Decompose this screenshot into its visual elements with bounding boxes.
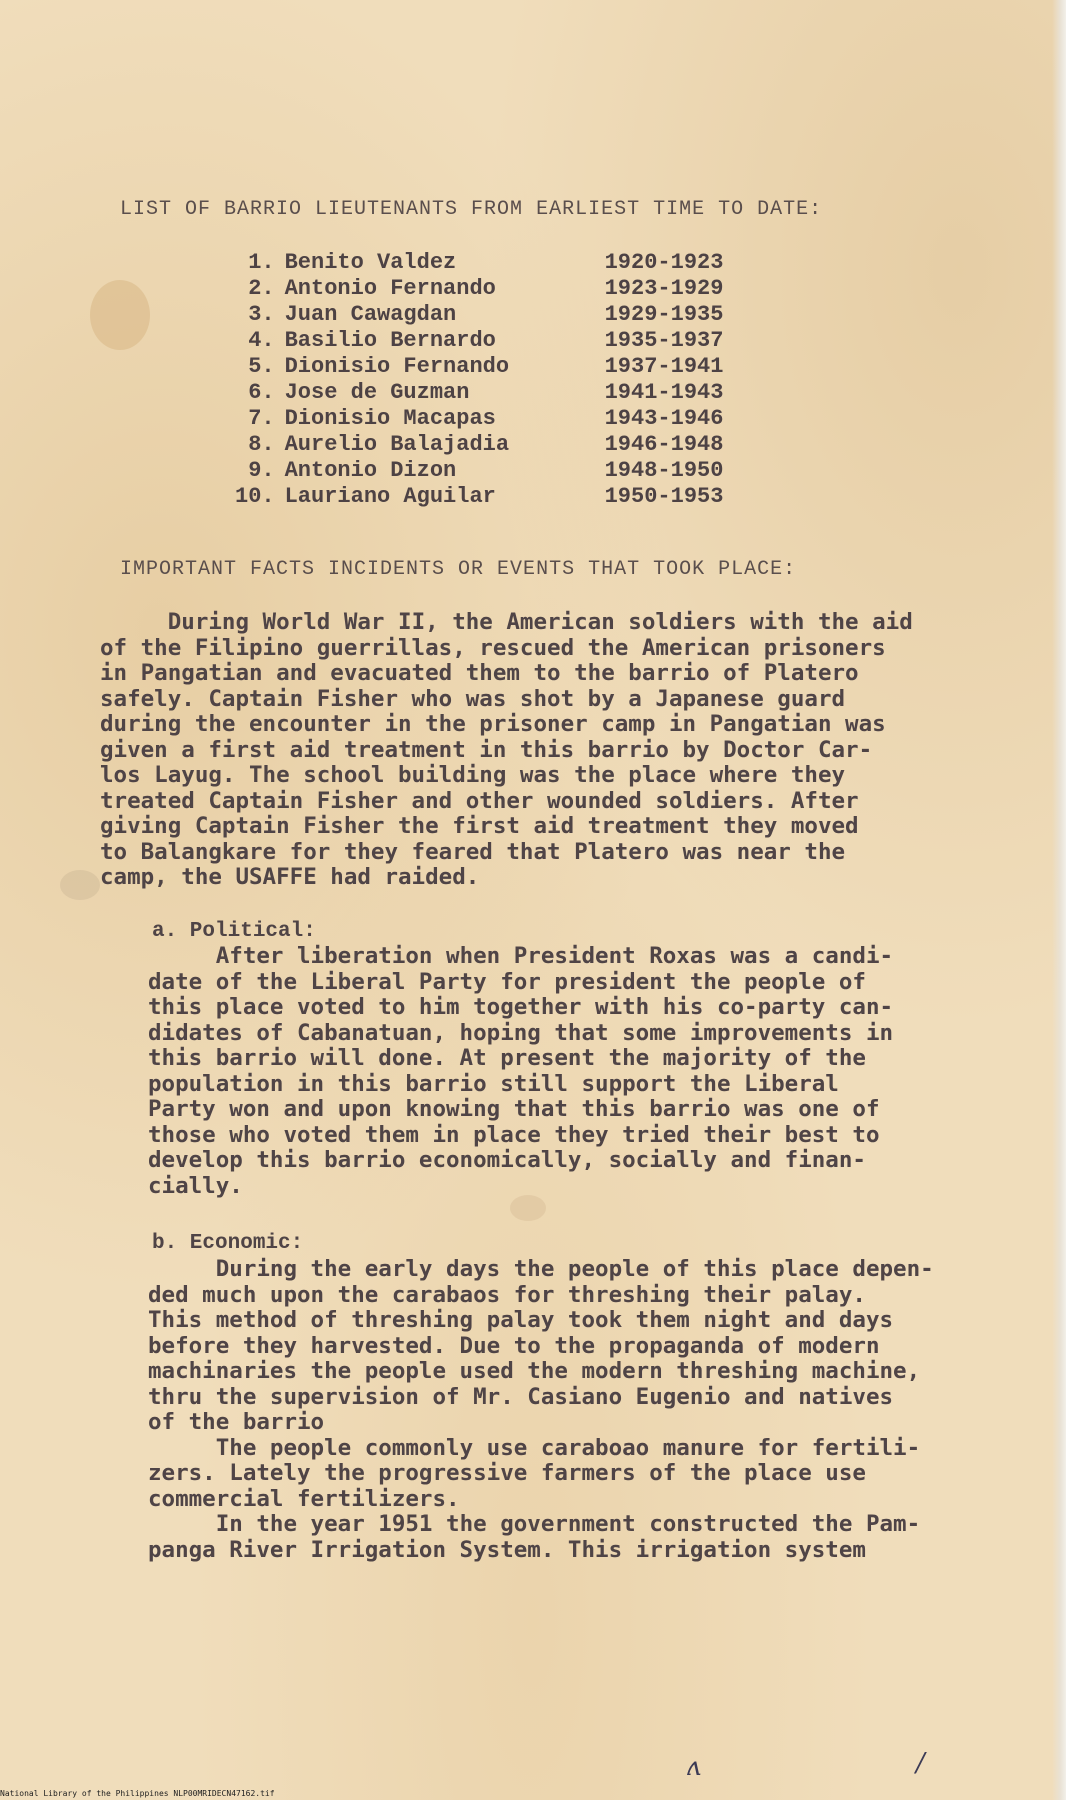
lieutenant-name: Dionisio Fernando [284, 354, 510, 379]
term-years: 1950-1953 [604, 484, 724, 509]
lieutenant-name: Aurelio Balajadia [284, 432, 510, 457]
row-number: 9. [248, 458, 275, 483]
term-years: 1941-1943 [604, 380, 724, 405]
political-heading: a. Political: [152, 920, 316, 943]
facts-heading: IMPORTANT FACTS INCIDENTS OR EVENTS THAT TOOK PLACE: [120, 558, 797, 581]
lieutenant-name: Basilio Bernardo [284, 328, 496, 353]
economic-paragraph: During the early days the people of this place depen- ded much upon the carabaos for threshing their palay. This method of threshing palay took them night and days before they harvested. Due to the propaganda of modern machinaries the people used the modern threshing machine, thru the supervision of Mr. Casiano Eugenio and natives of the barrio The people commonly use caraboao manure for fertili- zers. Lately the progressive farmers of the place use commercial fertilizers. In the year 1951 the government constructed the Pam- panga River Irrigation System. This irrigation system [148, 1256, 934, 1563]
lieutenant-name: Jose de Guzman [284, 380, 470, 405]
term-years: 1943-1946 [604, 406, 724, 431]
paper-stain [90, 280, 150, 350]
lieutenant-name: Dionisio Macapas [284, 406, 496, 431]
row-number: 2. [248, 276, 275, 301]
economic-heading: b. Economic: [152, 1232, 304, 1255]
political-paragraph: After liberation when President Roxas was a candi- date of the Liberal Party for president the people of this place voted to him together with his co-party can- didates of Cabanatuan, hoping that some improvements in this barrio will done. At present the majority of the population in this barrio still support the Liberal Party won and upon knowing that this barrio was one of those who voted them in place they tried their best to develop this barrio economically, socially and finan- cially. [148, 943, 894, 1199]
row-number: 1. [248, 250, 275, 275]
table-row [235, 302, 765, 328]
term-years: 1946-1948 [604, 432, 724, 457]
row-number: 10. [235, 484, 275, 509]
row-number: 8. [248, 432, 275, 457]
handwritten-mark: / [916, 1748, 925, 1778]
table-row [235, 484, 765, 510]
term-years: 1935-1937 [604, 328, 724, 353]
table-row [235, 354, 765, 380]
table-row [235, 276, 765, 302]
lieutenant-name: Antonio Fernando [284, 276, 496, 301]
scan-edge [1052, 0, 1066, 1800]
handwritten-mark: ʌ [686, 1752, 701, 1782]
term-years: 1937-1941 [604, 354, 724, 379]
table-row [235, 406, 765, 432]
paper-stain [60, 870, 100, 900]
lieutenant-name: Benito Valdez [284, 250, 457, 275]
lieutenant-name: Juan Cawagdan [284, 302, 457, 327]
archive-footer: National Library of the Philippines NLP00MRIDECN47162.tif [0, 1789, 275, 1798]
lieutenant-name: Lauriano Aguilar [284, 484, 496, 509]
row-number: 7. [248, 406, 275, 431]
lieutenant-name: Antonio Dizon [284, 458, 457, 483]
term-years: 1923-1929 [604, 276, 724, 301]
row-number: 3. [248, 302, 275, 327]
row-number: 6. [248, 380, 275, 405]
term-years: 1948-1950 [604, 458, 724, 483]
facts-paragraph: During World War II, the American soldiers with the aid of the Filipino guerrillas, rescued the American prisoners in Pangatian and evacuated them to the barrio of Platero safely. Captain Fisher who was shot by a Japanese guard during the encounter in the prisoner camp in Pangatian was given a first aid treatment in this barrio by Doctor Car- los Layug. The school building was the place where they treated Captain Fisher and other wounded soldiers. After giving Captain Fisher the first aid treatment they moved to Balangkare for they feared that Platero was near the camp, the USAFFE had raided. [100, 609, 913, 890]
table-row [235, 250, 765, 276]
term-years: 1920-1923 [604, 250, 724, 275]
term-years: 1929-1935 [604, 302, 724, 327]
table-row [235, 380, 765, 406]
row-number: 4. [248, 328, 275, 353]
table-row [235, 328, 765, 354]
table-row [235, 458, 765, 484]
table-row [235, 432, 765, 458]
list-heading: LIST OF BARRIO LIEUTENANTS FROM EARLIEST TIME TO DATE: [120, 198, 823, 221]
row-number: 5. [248, 354, 275, 379]
lieutenants-table [235, 250, 765, 510]
